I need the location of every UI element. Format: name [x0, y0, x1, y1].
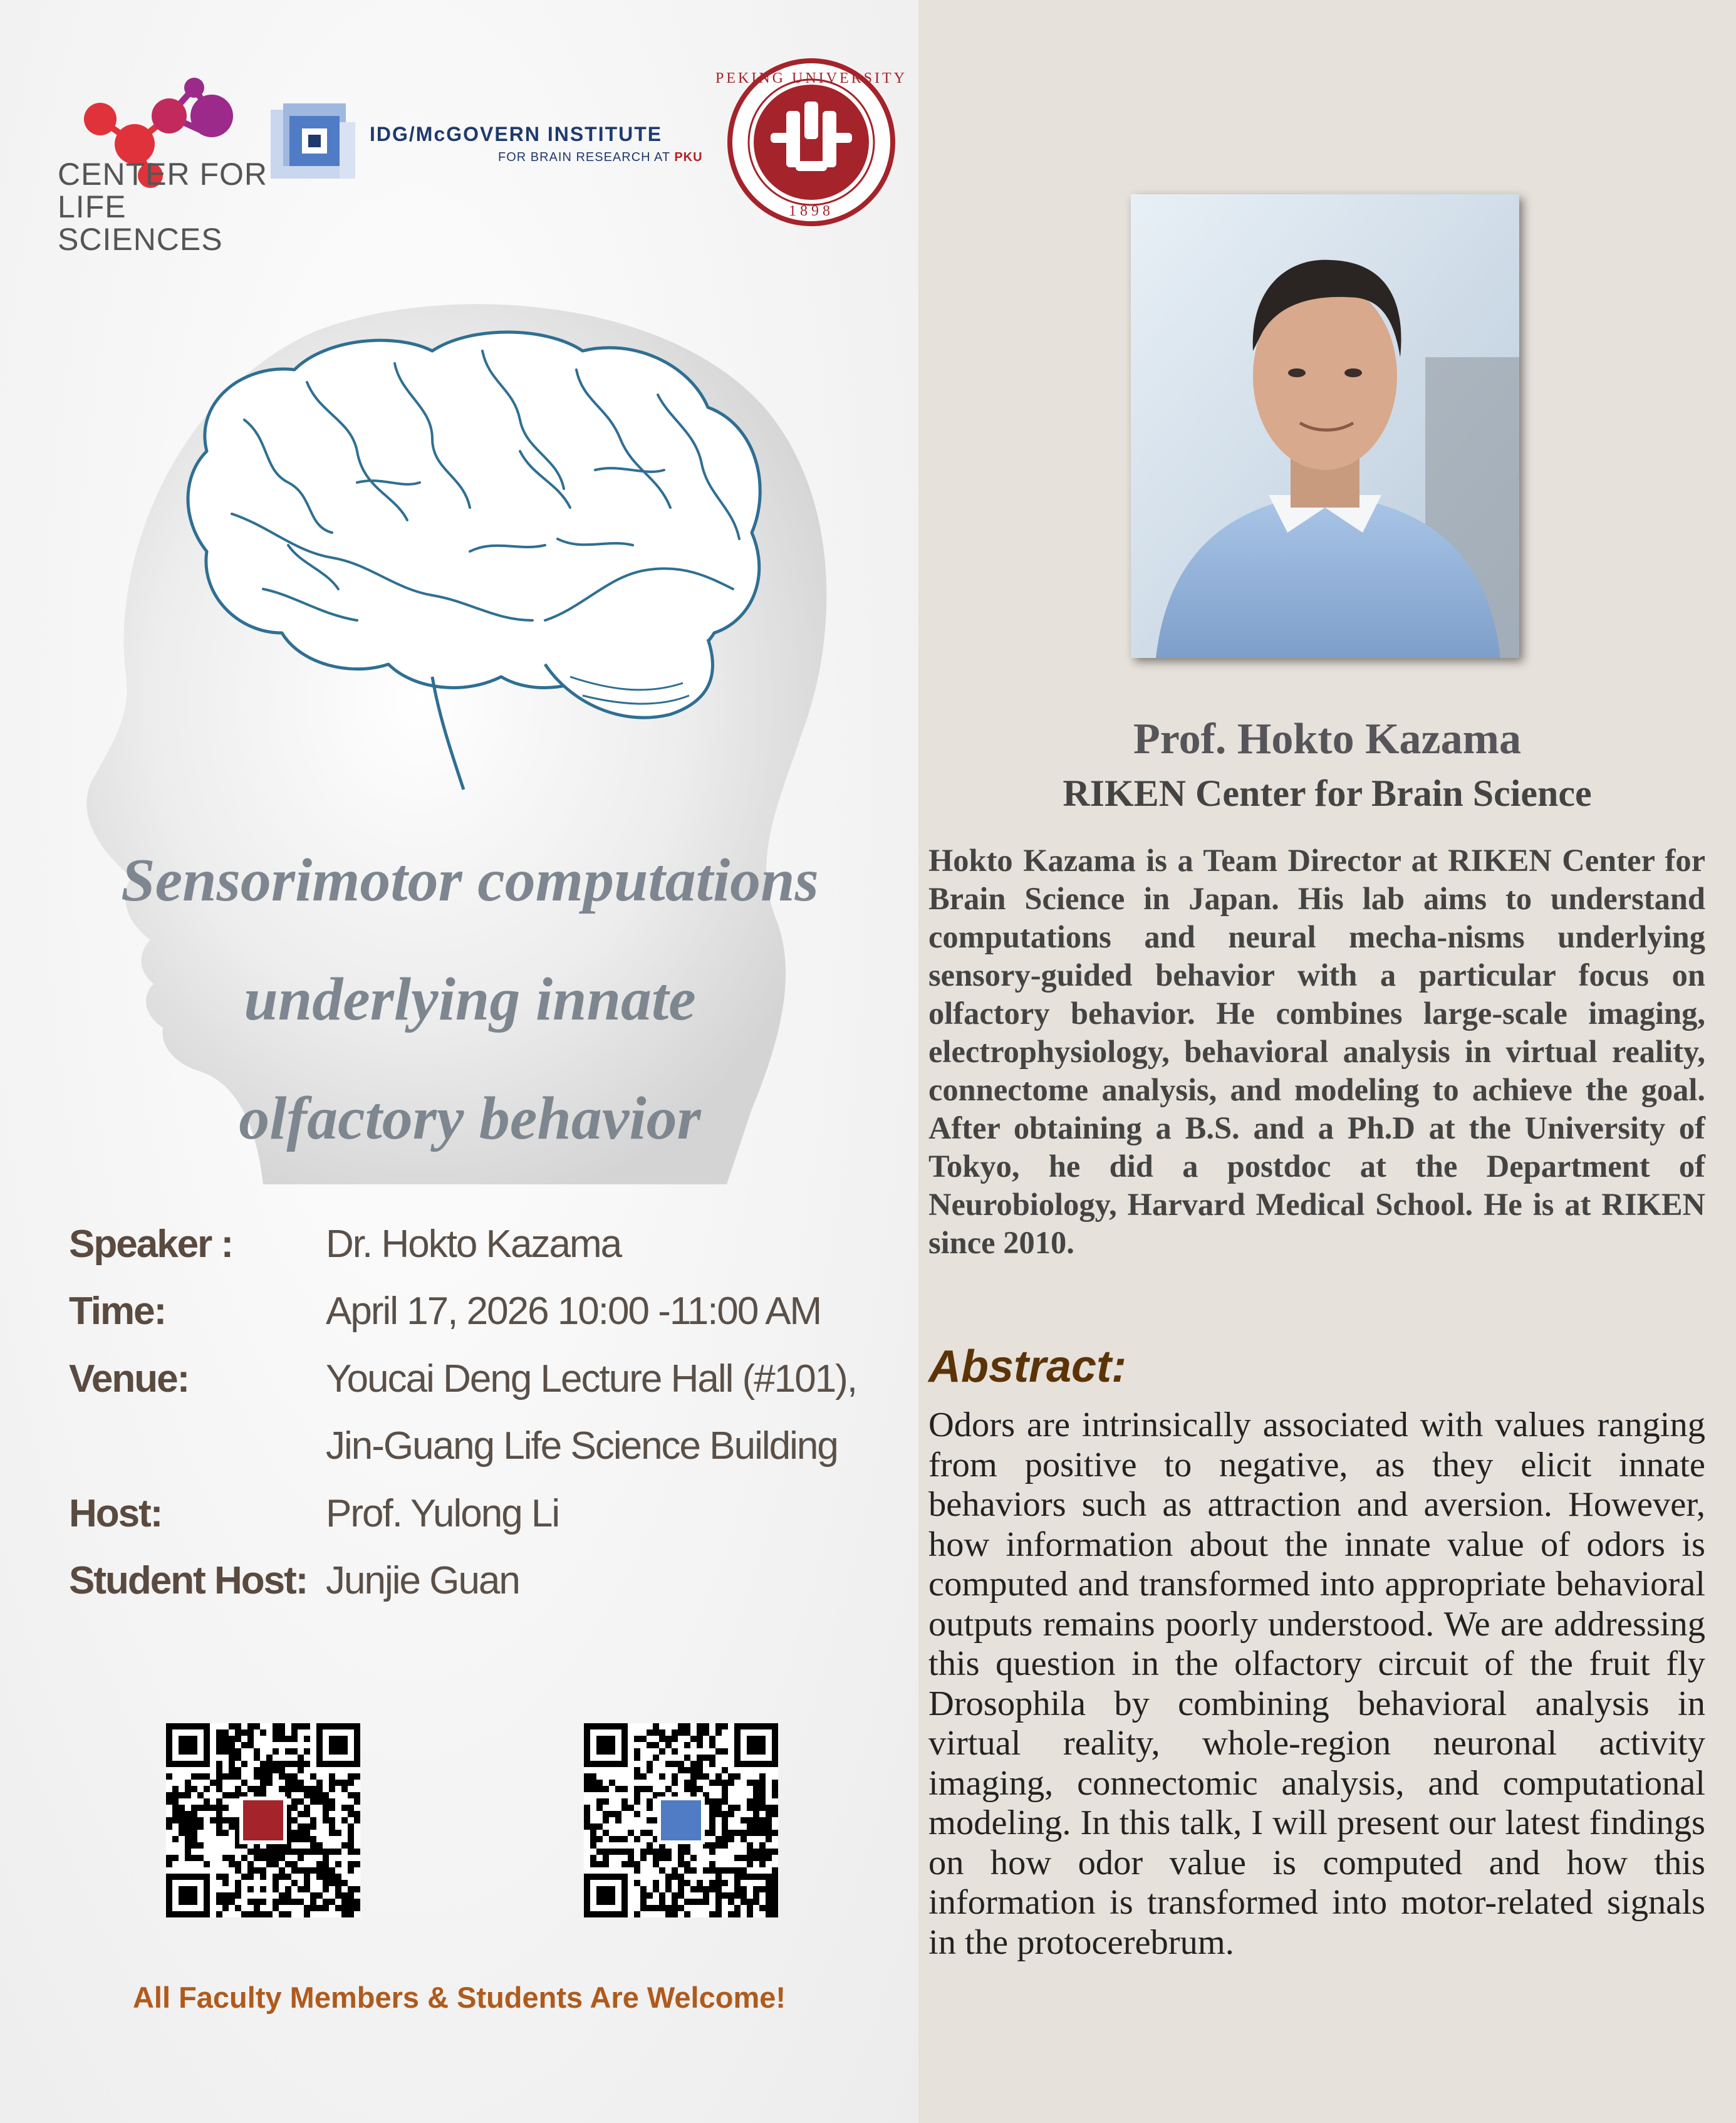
- talk-title-line1: Sensorimotor computations: [121, 847, 819, 914]
- abstract-heading: Abstract:: [928, 1342, 1127, 1392]
- qr-code-cls[interactable]: [166, 1723, 360, 1917]
- welcome-message: All Faculty Members & Students Are Welcome!: [132, 1981, 786, 2014]
- abstract-text: Odors are intrinsically associated with values ranging from positive to negative, as they elicit innate behaviors such as attraction and aversion. However, how information about the innate value of odors is computed and transformed into appropriate behavioral outputs remains poorly understood. We are addressing this question in the olfactory circuit of the fruit fly Drosophila by combining behavioral analysis in virtual reality, whole-region neuronal activity imaging, connectomic analysis, and computational modeling. In this talk, I will present our latest findings on how odor value is computed and how this information is transformed into motor-related signals in the protocerebrum.: [928, 1406, 1705, 1962]
- host-value: Prof. Yulong Li: [326, 1492, 559, 1535]
- svg-text:1898: 1898: [789, 203, 834, 219]
- time-value: April 17, 2026 10:00 -11:00 AM: [326, 1290, 821, 1333]
- venue-value-line2: Jin-Guang Life Science Building: [326, 1424, 838, 1468]
- venue-label: Venue:: [69, 1357, 189, 1401]
- student-host-label: Student Host:: [69, 1559, 308, 1602]
- venue-value-line1: Youcai Deng Lecture Hall (#101),: [326, 1357, 857, 1401]
- svg-text:PEKING UNIVERSITY: PEKING UNIVERSITY: [715, 70, 907, 86]
- speaker-photo: [1131, 194, 1519, 658]
- cls-logo-line2: LIFE SCIENCES: [58, 189, 223, 257]
- qr-code-idg[interactable]: [584, 1723, 778, 1917]
- talk-title: [25, 821, 915, 1178]
- speaker-affiliation: RIKEN Center for Brain Science: [1063, 773, 1592, 814]
- cls-logo-text: [58, 158, 271, 256]
- idg-subtitle-text: FOR BRAIN RESEARCH AT: [498, 150, 670, 164]
- idg-subtitle: [498, 150, 703, 165]
- talk-title-line3: olfactory behavior: [239, 1085, 701, 1152]
- speaker-bio: Hokto Kazama is a Team Director at RIKEN Center for Brain Science in Japan. His lab aims to understand computations and neural mecha-nisms underlying sensory-guided behavior with a particular focus on olfactory behavior. He combines large-scale imaging, electrophysiology, behavioral analysis in virtual reality, connectome analysis, and modeling to achieve the goal. After obtaining a B.S. and a Ph.D at the University of Tokyo, he did a postdoc at the Department of Neurobiology, Harvard Medical School. He is at RIKEN since 2010.: [928, 843, 1705, 1260]
- peking-university-seal-icon: [715, 58, 907, 227]
- speaker-label: Speaker :: [69, 1223, 233, 1266]
- idg-title: IDG/McGOVERN INSTITUTE: [370, 123, 663, 145]
- talk-title-line2: underlying innate: [244, 966, 696, 1033]
- brain-illustration-icon: [169, 326, 796, 827]
- time-label: Time:: [69, 1290, 166, 1333]
- host-label: Host:: [69, 1492, 162, 1535]
- speaker-name: Prof. Hokto Kazama: [1133, 715, 1521, 763]
- speaker-value: Dr. Hokto Kazama: [326, 1223, 621, 1266]
- cls-logo-line1: CENTER FOR: [58, 157, 268, 192]
- idg-square-logo-icon: [271, 103, 358, 185]
- idg-subtitle-pku: PKU: [674, 150, 703, 164]
- student-host-value: Junjie Guan: [326, 1559, 519, 1602]
